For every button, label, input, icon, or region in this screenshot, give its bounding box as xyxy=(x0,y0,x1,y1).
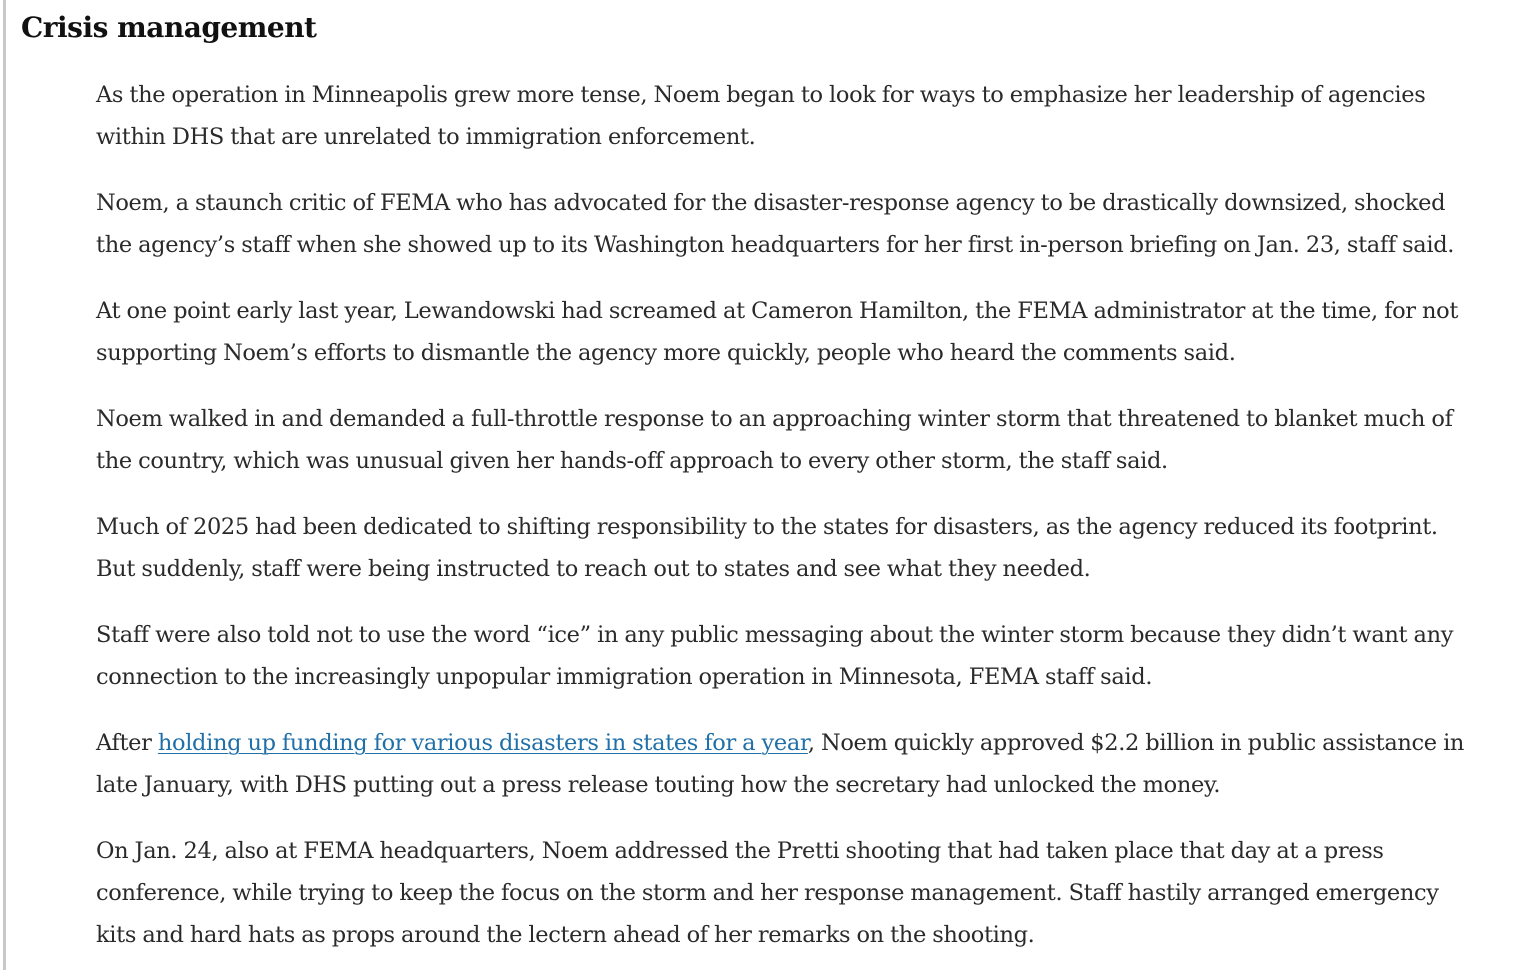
paragraph-6: Staff were also told not to use the word “ice” in any public messaging about the winter storm because they didn’t want any connection to the increasingly unpopular immigration operation in Minnesota, FEMA staff said. xyxy=(96,622,1454,690)
article-body xyxy=(96,74,1466,970)
paragraph-2: Noem, a staunch critic of FEMA who has advocated for the disaster-response agency to be drastically downsized, shocked the agency’s staff when she showed up to its Washington headquarters for her first in-person briefing on Jan. 23, staff said. xyxy=(96,190,1455,258)
section-heading: Crisis management xyxy=(21,11,317,44)
paragraph-8: On Jan. 24, also at FEMA headquarters, Noem addressed the Pretti shooting that had taken place that day at a press conference, while trying to keep the focus on the storm and her response management. Staff hastily arranged emergency kits and hard hats as props around the lectern ahead of her remarks on the shooting. xyxy=(96,838,1439,948)
paragraph-4: Noem walked in and demanded a full-throttle response to an approaching winter storm that threatened to blanket much of the country, which was unusual given her hands-off approach to every other storm, the staff said. xyxy=(96,406,1453,474)
paragraph-7-lead: After xyxy=(96,730,158,756)
paragraph-3: At one point early last year, Lewandowski had screamed at Cameron Hamilton, the FEMA administrator at the time, for not supporting Noem’s efforts to dismantle the agency more quickly, people who heard the comments said. xyxy=(96,298,1459,366)
paragraph-7 xyxy=(96,722,1466,806)
paragraph-1: As the operation in Minneapolis grew more tense, Noem began to look for ways to emphasize her leadership of agencies within DHS that are unrelated to immigration enforcement. xyxy=(96,82,1426,150)
funding-disasters-link[interactable]: holding up funding for various disasters in states for a year xyxy=(157,730,808,756)
paragraph-7-rest: , Noem quickly approved $2.2 billion in public assistance in late January, with DHS putting out a press release touting how the secretary had unlocked the money. xyxy=(96,730,1465,798)
paragraph-5: Much of 2025 had been dedicated to shifting responsibility to the states for disasters, as the agency reduced its footprint. But suddenly, staff were being instructed to reach out to states and see what they needed. xyxy=(96,514,1438,582)
